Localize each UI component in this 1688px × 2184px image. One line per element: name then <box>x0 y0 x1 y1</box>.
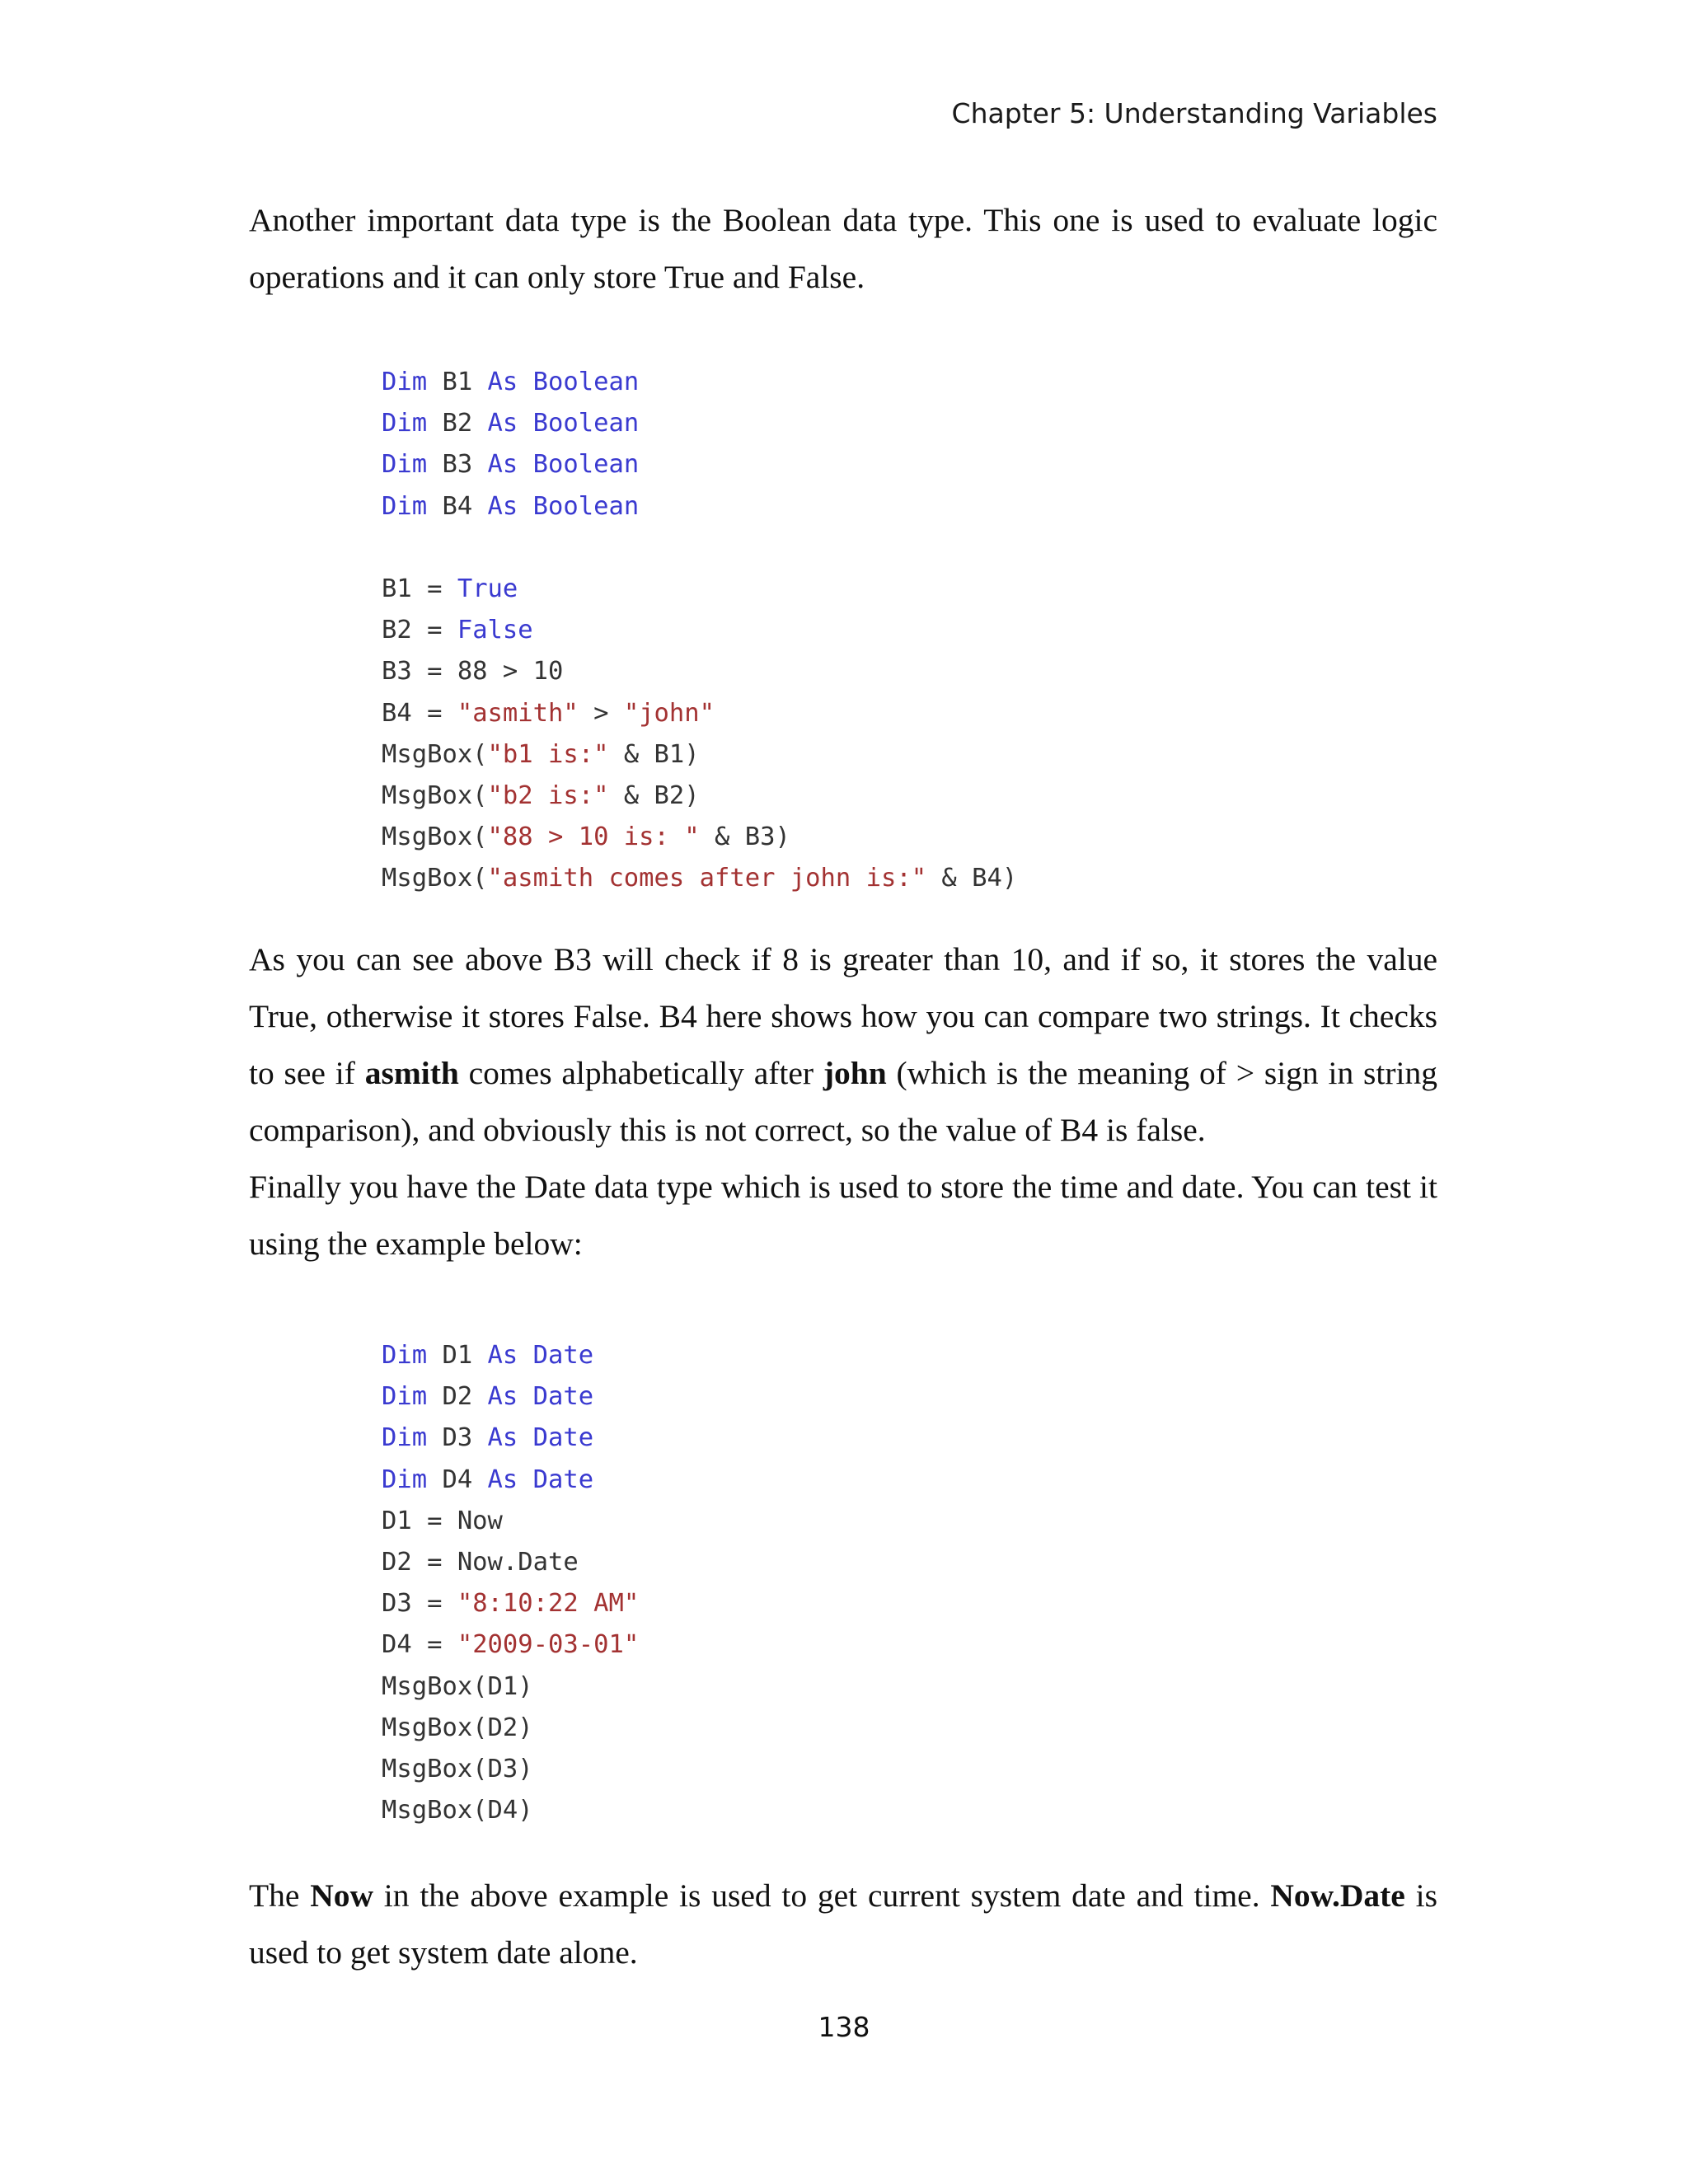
closing-paragraph <box>249 1868 1437 1981</box>
code-string: "john" <box>623 698 715 728</box>
code-line <box>382 693 1017 734</box>
code-line <box>382 527 1017 569</box>
code-string: "2009-03-01" <box>457 1630 640 1660</box>
code-text: B3 = 88 > 10 <box>382 657 564 687</box>
code-text <box>518 1465 532 1494</box>
code-keyword: As <box>487 1341 518 1370</box>
bold-john: john <box>823 1055 887 1091</box>
code-line <box>382 1666 639 1708</box>
closing-text: The <box>249 1877 311 1914</box>
code-text: D2 <box>427 1382 488 1412</box>
explanation-text: (which is the meaning of > sign in string comparison), and obviously this is not correct, so the value of B4 is false. <box>249 1055 1437 1148</box>
code-line <box>382 1460 639 1501</box>
code-keyword: As <box>487 1382 518 1412</box>
code-line <box>382 1418 639 1459</box>
code-keyword: Dim <box>382 409 428 438</box>
code-keyword: Dim <box>382 368 428 396</box>
code-text: B2 = <box>382 616 457 645</box>
date-intro-text: Finally you have the Date data type which is used to store the time and date. You can test it using the example below: <box>249 1169 1437 1262</box>
code-text: & B1) <box>608 739 700 769</box>
code-line <box>382 1376 639 1418</box>
code-keyword: Dim <box>382 450 428 480</box>
code-line <box>382 444 1017 485</box>
code-keyword: Date <box>532 1465 594 1494</box>
code-keyword: Boolean <box>532 409 640 438</box>
code-keyword: Dim <box>382 1382 428 1412</box>
code-keyword: Date <box>532 1382 594 1412</box>
code-keyword: Boolean <box>532 368 640 396</box>
code-text <box>518 450 532 479</box>
code-keyword: As <box>487 1423 518 1453</box>
code-line <box>382 403 1017 444</box>
code-text: & B2) <box>608 780 700 810</box>
explanation-text: comes alphabetically after <box>458 1055 823 1091</box>
code-keyword: Date <box>532 1423 594 1453</box>
code-line <box>382 1501 639 1542</box>
code-text: MsgBox( <box>382 823 488 852</box>
code-text: D3 = <box>382 1589 457 1619</box>
code-string: "asmith comes after john is:" <box>487 864 927 893</box>
code-line <box>382 776 1017 817</box>
chapter-header: Chapter 5: Understanding Variables <box>951 97 1437 129</box>
code-string: "88 > 10 is: " <box>487 823 700 852</box>
code-text: & B3) <box>699 823 790 852</box>
code-text: & B4) <box>926 864 1018 893</box>
intro-paragraph: Another important data type is the Boolean data type. This one is used to evaluate logic operations and it can only store True and False. <box>249 202 1437 295</box>
closing-text: in the above example is used to get current system date and time. <box>373 1877 1271 1914</box>
code-line <box>382 610 1017 651</box>
code-text: D4 <box>427 1465 488 1494</box>
code-keyword: As <box>487 450 518 480</box>
code-text: B2 <box>427 409 488 438</box>
code-line <box>382 1790 639 1831</box>
code-keyword: Dim <box>382 1341 428 1370</box>
code-text: MsgBox(D3) <box>382 1754 533 1783</box>
code-block-boolean <box>382 362 1017 899</box>
code-line <box>382 734 1017 776</box>
closing-text: is used to get system date alone. <box>249 1877 1437 1971</box>
code-text: B1 <box>427 368 488 396</box>
code-string: "b2 is:" <box>487 780 609 810</box>
bold-now: Now <box>310 1877 374 1914</box>
code-keyword: As <box>487 1465 518 1494</box>
code-text <box>518 1423 532 1452</box>
code-text: D1 = Now <box>382 1506 503 1535</box>
code-line <box>382 651 1017 692</box>
code-line <box>382 486 1017 527</box>
page-number: 138 <box>818 2011 870 2043</box>
code-line <box>382 1624 639 1666</box>
code-text: > <box>578 698 624 728</box>
code-keyword: Dim <box>382 1465 428 1494</box>
bold-now-date: Now.Date <box>1270 1877 1405 1914</box>
code-text: MsgBox( <box>382 780 488 810</box>
code-line <box>382 858 1017 899</box>
code-line <box>382 817 1017 858</box>
bold-asmith: asmith <box>364 1055 459 1091</box>
code-keyword: As <box>487 491 518 521</box>
code-text <box>518 409 532 438</box>
explanation-paragraph <box>249 931 1437 1272</box>
code-keyword: Boolean <box>532 491 640 521</box>
code-line <box>382 1749 639 1790</box>
code-text: D2 = Now.Date <box>382 1547 579 1577</box>
code-string: "asmith" <box>457 698 579 728</box>
code-text: B3 <box>427 450 488 480</box>
code-text: D4 = <box>382 1630 457 1660</box>
code-text <box>518 1341 532 1370</box>
code-keyword: Dim <box>382 1423 428 1453</box>
code-line <box>382 1708 639 1749</box>
code-keyword: Boolean <box>532 450 640 480</box>
code-text: MsgBox( <box>382 739 488 769</box>
code-text: B1 = <box>382 574 457 603</box>
code-line <box>382 362 1017 403</box>
code-text: MsgBox(D1) <box>382 1671 533 1701</box>
code-line <box>382 1583 639 1624</box>
code-text: D1 <box>427 1341 488 1370</box>
code-text: MsgBox(D2) <box>382 1713 533 1742</box>
code-text: MsgBox( <box>382 864 488 893</box>
code-text: B4 = <box>382 698 457 728</box>
code-text <box>518 492 532 521</box>
code-text: B4 <box>427 491 488 521</box>
explanation-text: As you can see above B3 will check if 8 is greater than 10, and if so, it stores the value True, otherwise it stores False. B4 here shows how you can compare two strings. It checks to see if <box>249 941 1437 1091</box>
code-text <box>518 368 532 396</box>
code-text: MsgBox(D4) <box>382 1796 533 1825</box>
code-keyword: False <box>457 616 533 645</box>
code-text: D3 <box>427 1423 488 1453</box>
code-string: "8:10:22 AM" <box>457 1589 640 1619</box>
code-block-date <box>382 1335 639 1831</box>
code-text <box>518 1382 532 1411</box>
code-line <box>382 569 1017 610</box>
code-keyword: Dim <box>382 491 428 521</box>
code-line <box>382 1542 639 1583</box>
code-line <box>382 1335 639 1376</box>
code-keyword: As <box>487 368 518 396</box>
code-keyword: True <box>457 574 518 603</box>
code-string: "b1 is:" <box>487 739 609 769</box>
code-keyword: As <box>487 409 518 438</box>
code-keyword: Date <box>532 1341 594 1370</box>
